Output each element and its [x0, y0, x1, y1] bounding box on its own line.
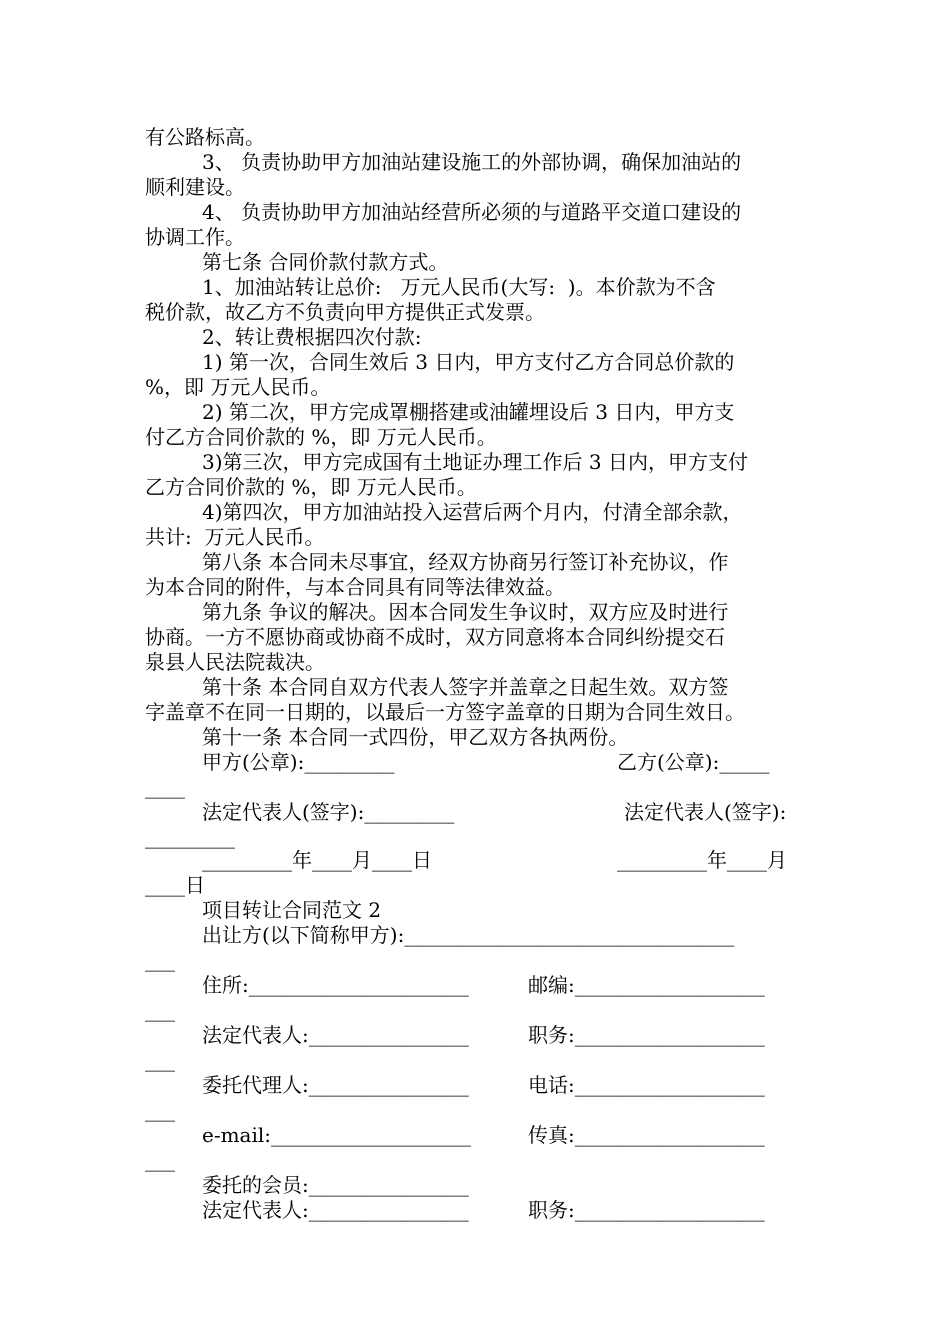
text-line: 3)第三次，甲方完成国有土地证办理工作后 3 日内，甲方支付 — [202, 450, 748, 474]
member-position-field: 职务:___________________ — [528, 1198, 765, 1222]
document-title: 项目转让合同范文 2 — [202, 898, 382, 922]
section-heading: 第七条 合同价款付款方式。 — [202, 250, 449, 274]
text-line: 3、 负责协助甲方加油站建设施工的外部协调，确保加油站的 — [202, 150, 742, 174]
party-b-seal-field: 乙方(公章):_____ — [617, 750, 770, 774]
text-line: 1、加油站转让总价: 万元人民币(大写: )。本价款为不含 — [202, 275, 716, 299]
text-line: 协调工作。 — [145, 225, 245, 249]
text-line: 2) 第二次，甲方完成罩棚搭建或油罐埋设后 3 日内，甲方支 — [202, 400, 735, 424]
text-line: 乙方合同价款的 %，即 万元人民币。 — [145, 475, 477, 499]
text-line: 有公路标高。 — [145, 125, 265, 149]
party-b-representative-field: 法定代表人(签字): — [624, 800, 787, 824]
text-line: 税价款，故乙方不负责向甲方提供正式发票。 — [145, 300, 545, 324]
text-line: 共计: 万元人民币。 — [145, 525, 325, 549]
text-line: 协商。一方不愿协商或协商不成时，双方同意将本合同纠纷提交石 — [145, 625, 725, 649]
text-line: ___ — [145, 998, 175, 1022]
member-field: 委托的会员:________________ — [202, 1173, 469, 1197]
text-line: ___ — [145, 1048, 175, 1072]
text-line: ___ — [145, 948, 175, 972]
member-representative-field: 法定代表人:________________ — [202, 1198, 469, 1222]
text-line: ____日 — [145, 873, 205, 897]
section-heading: 第十一条 本合同一式四份，甲乙双方各执两份。 — [202, 725, 629, 749]
section-heading: 第八条 本合同未尽事宜，经双方协商另行签订补充协议，作 — [202, 550, 729, 574]
text-line: ____ — [145, 775, 185, 799]
party-b-date-field: _________年____月 — [617, 848, 787, 872]
text-line: 顺利建设。 — [145, 175, 245, 199]
text-line: 为本合同的附件，与本合同具有同等法律效益。 — [145, 575, 565, 599]
text-line: 4)第四次，甲方加油站投入运营后两个月内，付清全部余款， — [202, 500, 743, 524]
text-line: 泉县人民法院裁决。 — [145, 650, 325, 674]
phone-field: 电话:___________________ — [528, 1073, 765, 1097]
text-line: 付乙方合同价款的 %，即 万元人民币。 — [145, 425, 497, 449]
position-field: 职务:___________________ — [528, 1023, 765, 1047]
text-line: 字盖章不在同一日期的，以最后一方签字盖章的日期为合同生效日。 — [145, 700, 745, 724]
party-a-representative-field: 法定代表人(签字):_________ — [202, 800, 455, 824]
fax-field: 传真:___________________ — [528, 1123, 765, 1147]
address-field: 住所:______________________ — [202, 973, 469, 997]
party-a-date-field: _________年____月____日 — [202, 848, 432, 872]
text-line: 4、 负责协助甲方加油站经营所必须的与道路平交道口建设的 — [202, 200, 742, 224]
text-line: 1) 第一次，合同生效后 3 日内，甲方支付乙方合同总价款的 — [202, 350, 735, 374]
email-field: e-mail:____________________ — [202, 1123, 472, 1147]
agent-field: 委托代理人:________________ — [202, 1073, 469, 1097]
section-heading: 第十条 本合同自双方代表人签字并盖章之日起生效。双方签 — [202, 675, 729, 699]
transferor-field: 出让方(以下简称甲方):_________________________________ — [202, 923, 735, 947]
text-line: ___ — [145, 1098, 175, 1122]
postcode-field: 邮编:___________________ — [528, 973, 765, 997]
party-a-seal-field: 甲方(公章):_________ — [202, 750, 395, 774]
legal-representative-field: 法定代表人:________________ — [202, 1023, 469, 1047]
section-heading: 第九条 争议的解决。因本合同发生争议时，双方应及时进行 — [202, 600, 729, 624]
text-line: 2、转让费根据四次付款: — [202, 325, 422, 349]
text-line: _________ — [145, 825, 235, 849]
text-line: ___ — [145, 1148, 175, 1172]
text-line: %，即 万元人民币。 — [145, 375, 331, 399]
